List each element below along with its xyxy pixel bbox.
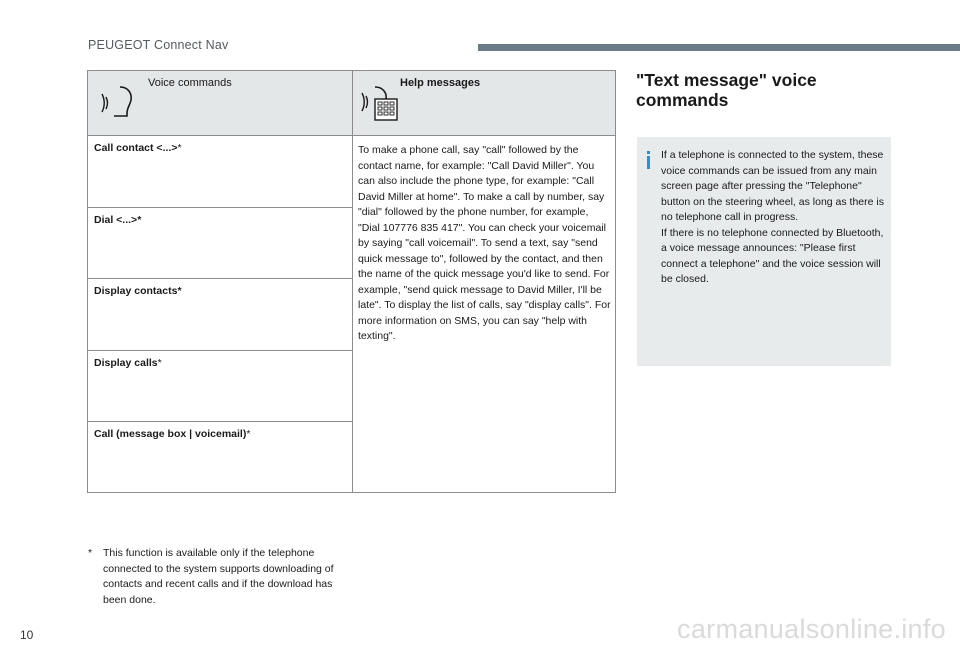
row-label-call-contact: Call contact <...>: [94, 142, 178, 154]
row-footnote-marker: *: [177, 285, 182, 297]
table-row: [88, 351, 352, 422]
header-title: PEUGEOT Connect Nav: [88, 38, 229, 52]
table-row: [88, 208, 352, 279]
table-row: [88, 279, 352, 351]
row-footnote-marker: *: [177, 142, 182, 154]
voice-commands-table: [87, 70, 616, 493]
header-bar: [478, 44, 960, 51]
page-number: 10: [20, 628, 34, 642]
help-message-text: To make a phone call, say "call" followed by the contact name, for example: "Call David Miller". You can also include the phone type, for example: "Call David Miller at home". To make a call by number, say "dial" followed by the phone number, for example, "Dial 107776 835 417". You can check your voicemail by saying "call voicemail". To send a text, say "send quick message to", followed by the contact, and then the name of the quick message you'd like to send. For example, "send quick message to David Miller, I'll be late". To display the list of calls, say "display calls". For more information on SMS, you can say "help with texting".: [358, 144, 611, 342]
info-paragraph: If a telephone is connected to the system, these voice commands can be issued from any main screen page after pressing the "Telephone" button on the steering wheel, as long as there is no telephone call in progress.: [661, 149, 884, 223]
header-cell-help-messages: [353, 71, 615, 135]
info-paragraph: If there is no telephone connected by Bluetooth, a voice message announces: "Please first connect a telephone" and the voice session will be closed.: [661, 226, 884, 285]
footnote-marker: *: [88, 547, 93, 559]
row-footnote-marker: *: [137, 214, 142, 226]
header-cell-voice-commands: [88, 71, 352, 135]
row-label-display-calls: Display calls: [94, 357, 158, 369]
table-row: [88, 422, 352, 492]
head-voice-commands: Voice commands: [148, 77, 232, 89]
info-icon: [647, 151, 650, 169]
info-text: [661, 148, 885, 288]
head-help-messages: Help messages: [400, 77, 481, 89]
row-footnote-marker: *: [246, 428, 251, 440]
column-divider: [352, 71, 353, 492]
table-row: [88, 136, 352, 208]
row-label-display-contacts: Display contacts: [94, 285, 178, 297]
voice-command-icon: [100, 83, 134, 124]
row-label-call-message-box: Call (message box | voicemail): [94, 428, 247, 440]
row-label-dial: Dial <...>: [94, 214, 138, 226]
help-messages-icon: [361, 83, 399, 128]
info-box: [637, 137, 891, 366]
footnote: [88, 546, 358, 608]
footnote-text: This function is available only if the telephone connected to the system supports downloading of contacts and recent calls and if the download has been done.: [103, 547, 334, 606]
row-footnote-marker: *: [157, 357, 162, 369]
watermark: carmanualsonline.info: [677, 614, 946, 644]
section-title: "Text message" voice commands: [636, 70, 817, 110]
